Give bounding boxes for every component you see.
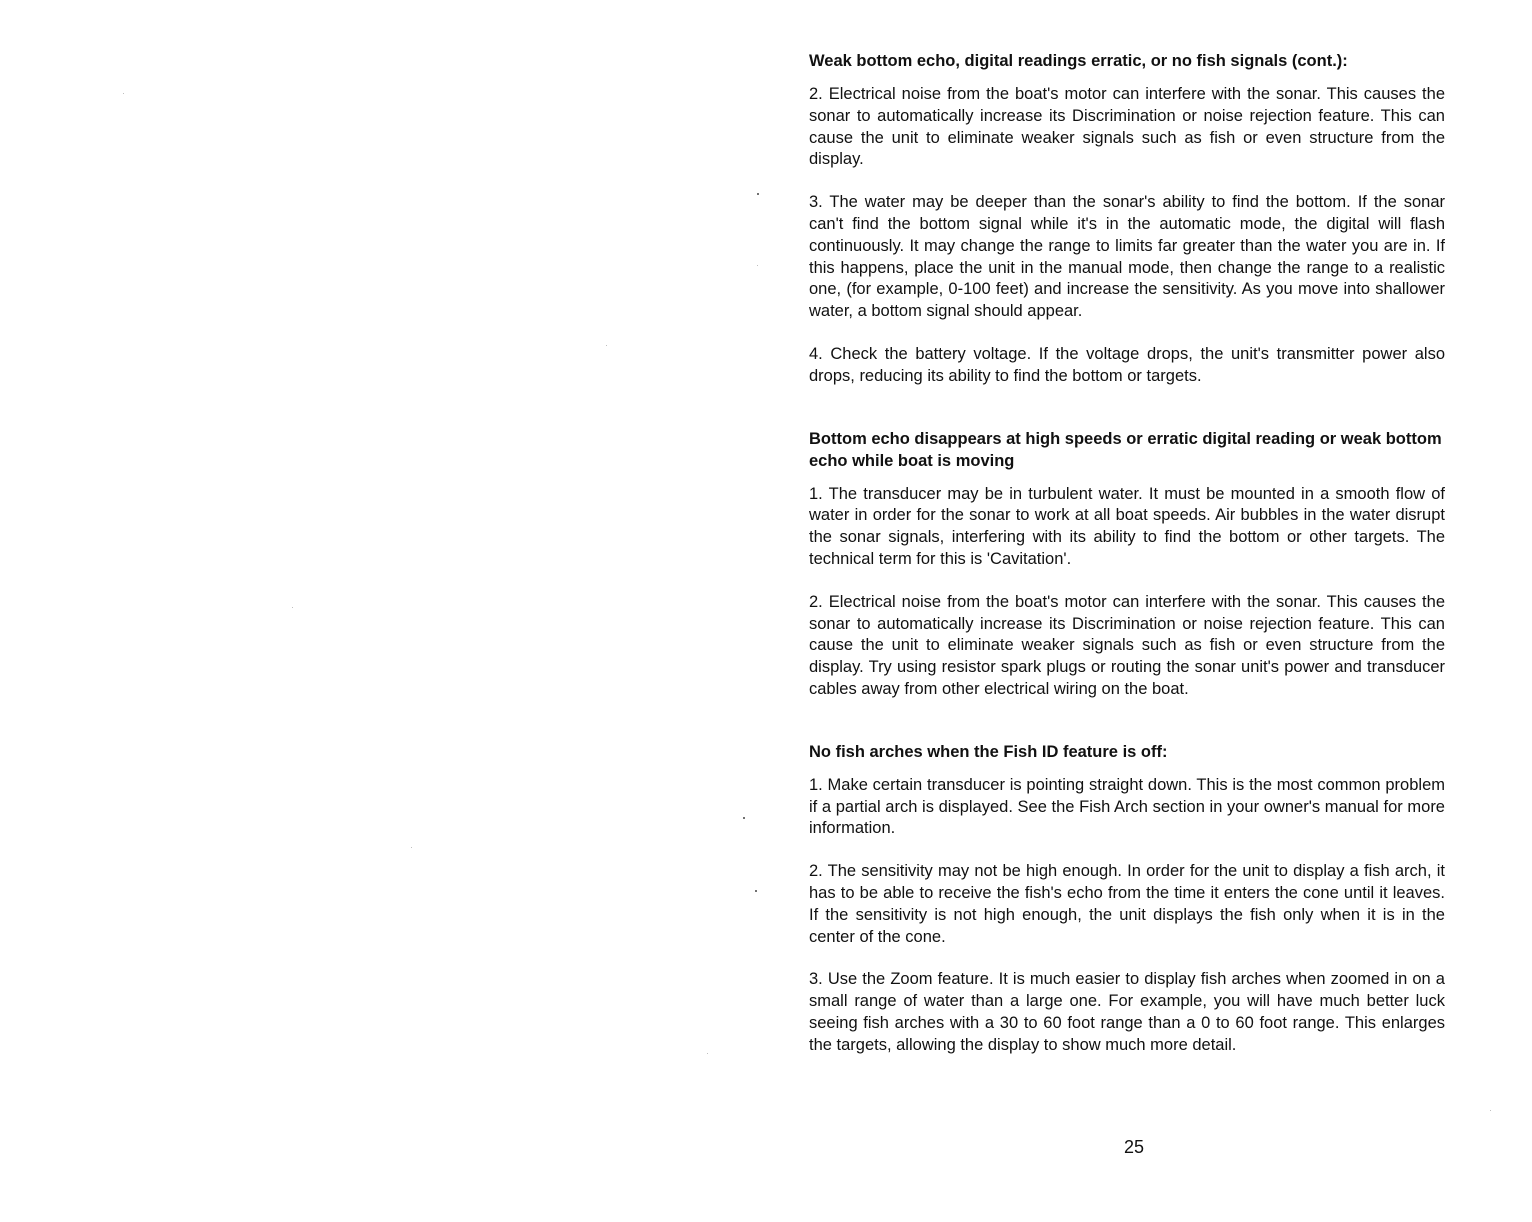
scan-speck xyxy=(755,890,757,892)
paragraph: 3. Use the Zoom feature. It is much easier to display fish arches when zoomed in on a small range of water than a large one. For example, you will have much better luck seeing fish arches with a 30 to 60 foot range than a 0 to 60 foot range. This enlarges the targets, allowing the display to show much more detail. xyxy=(809,970,1445,1054)
scan-speck xyxy=(757,193,759,195)
paragraph: 2. Electrical noise from the boat's motor can interfere with the sonar. This causes the sonar to automatically increase its Discrimination or noise rejection feature. This can cause the unit to eliminate weaker signals such as fish or even structure from the display. xyxy=(809,85,1445,169)
scan-speck xyxy=(411,847,412,848)
troubleshooting-content xyxy=(809,50,1445,1057)
paragraph: 1. Make certain transducer is pointing straight down. This is the most common problem if a partial arch is displayed. See the Fish Arch section in your owner's manual for more information. xyxy=(809,775,1445,838)
scan-speck xyxy=(757,265,758,266)
scan-speck xyxy=(1490,1110,1491,1111)
section-heading-bottom-echo-disappears: Bottom echo disappears at high speeds or erratic digital reading or weak bottom echo while boat is moving xyxy=(809,429,1442,470)
scan-speck xyxy=(707,1053,708,1054)
paragraph: 2. The sensitivity may not be high enough. In order for the unit to display a fish arch, it has to be able to receive the fish's echo from the time it enters the cone until it leaves. If the sensitivity is not high enough, the unit displays the fish only when it is in the center of the cone. xyxy=(809,862,1445,946)
paragraph: 2. Electrical noise from the boat's motor can interfere with the sonar. This causes the sonar to automatically increase its Discrimination or noise rejection feature. This can cause the unit to eliminate weaker signals such as fish or even structure from the display. Try using resistor spark plugs or routing the sonar unit's power and transducer cables away from other electrical wiring on the boat. xyxy=(809,592,1445,698)
scan-speck xyxy=(292,607,293,608)
paragraph: 3. The water may be deeper than the sonar's ability to find the bottom. If the sonar can't find the bottom signal while it's in the automatic mode, the digital will flash continuously. It may change the range to limits far greater than the water you are in. If this happens, place the unit in the manual mode, then change the range to a realistic one, (for example, 0-100 feet) and increase the sensitivity. As you move into shallower water, a bottom signal should appear. xyxy=(809,193,1445,321)
paragraph: 4. Check the battery voltage. If the voltage drops, the unit's transmitter power also drops, reducing its ability to find the bottom or targets. xyxy=(809,344,1445,385)
scan-speck xyxy=(606,345,607,346)
page-number: 25 xyxy=(1124,1137,1145,1157)
scan-speck xyxy=(123,93,124,94)
paragraph: 1. The transducer may be in turbulent water. It must be mounted in a smooth flow of water in order for the sonar to work at all boat speeds. Air bubbles in the water disrupt the sonar signals, interfering with its ability to find the bottom or other targets. The technical term for this is 'Cavitation'. xyxy=(809,484,1445,568)
section-heading-no-fish-arches: No fish arches when the Fish ID feature is off: xyxy=(809,742,1168,761)
scan-speck xyxy=(743,817,745,819)
section-heading-weak-bottom-echo: Weak bottom echo, digital readings erratic, or no fish signals (cont.): xyxy=(809,52,1348,70)
